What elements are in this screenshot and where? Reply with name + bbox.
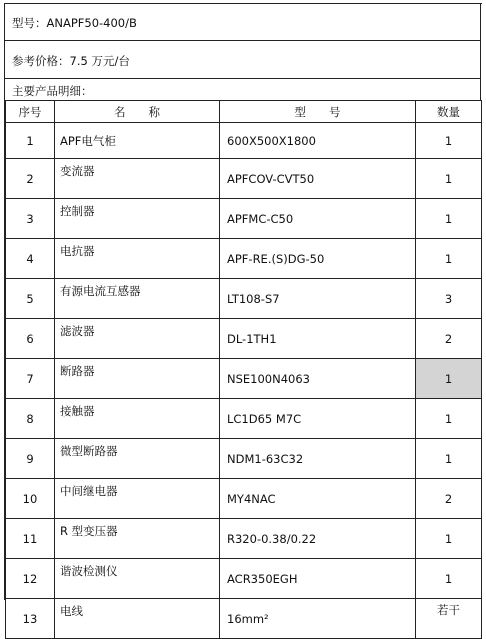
details-row (5, 79, 481, 101)
table-header-row (6, 101, 482, 123)
row-name: 控制器 (55, 199, 220, 239)
table-row (6, 359, 482, 399)
row-index: 2 (6, 159, 55, 199)
row-name: 滤波器 (55, 319, 220, 359)
row-model: NDM1-63C32 (220, 439, 416, 479)
row-model: MY4NAC (220, 479, 416, 519)
row-name: 接触器 (55, 399, 220, 439)
table-row (6, 199, 482, 239)
row-model: LT108-S7 (220, 279, 416, 319)
row-name: 中间继电器 (55, 479, 220, 519)
header-quantity: 数量 (416, 101, 482, 123)
row-index: 1 (6, 123, 55, 159)
price-row (5, 41, 481, 79)
table-row (6, 559, 482, 599)
row-index: 4 (6, 239, 55, 279)
row-model: 600X500X1800 (220, 123, 416, 159)
price-text: 参考价格：7.5 万元/台 (12, 54, 130, 68)
row-quantity: 1 (416, 519, 482, 559)
model-row (5, 4, 481, 41)
table-row (6, 479, 482, 519)
header-index: 序号 (6, 101, 55, 123)
table-row (6, 599, 482, 639)
row-index: 8 (6, 399, 55, 439)
row-quantity: 3 (416, 279, 482, 319)
row-quantity: 1 (416, 123, 482, 159)
row-model: APFCOV-CVT50 (220, 159, 416, 199)
row-index: 12 (6, 559, 55, 599)
row-model: APF-RE.(S)DG-50 (220, 239, 416, 279)
row-model: ACR350EGH (220, 559, 416, 599)
row-index: 11 (6, 519, 55, 559)
row-name: 电抗器 (55, 239, 220, 279)
row-model: LC1D65 M7C (220, 399, 416, 439)
row-name: 有源电流互感器 (55, 279, 220, 319)
row-model: DL-1TH1 (220, 319, 416, 359)
row-name: 微型断路器 (55, 439, 220, 479)
row-quantity: 1 (416, 439, 482, 479)
row-quantity: 若干 (416, 599, 482, 639)
row-quantity: 1 (416, 199, 482, 239)
row-index: 6 (6, 319, 55, 359)
table-row (6, 279, 482, 319)
row-model: R320-0.38/0.22 (220, 519, 416, 559)
table-row (6, 159, 482, 199)
row-model: NSE100N4063 (220, 359, 416, 399)
row-quantity: 1 (416, 159, 482, 199)
header-model: 型 号 (220, 101, 416, 123)
product-sheet (4, 3, 482, 626)
table-row (6, 399, 482, 439)
row-quantity: 1 (416, 559, 482, 599)
table-row (6, 123, 482, 159)
row-name: 断路器 (55, 359, 220, 399)
row-index: 13 (6, 599, 55, 639)
row-quantity: 1 (416, 239, 482, 279)
row-index: 7 (6, 359, 55, 399)
table-row (6, 239, 482, 279)
table-row (6, 319, 482, 359)
row-name: 电线 (55, 599, 220, 639)
row-quantity-selected[interactable]: 1 (416, 359, 482, 399)
row-name: 变流器 (55, 159, 220, 199)
row-quantity: 2 (416, 479, 482, 519)
table-row (6, 439, 482, 479)
row-name: APF电气柜 (55, 123, 220, 159)
row-name: 谐波检测仪 (55, 559, 220, 599)
model-text: 型号：ANAPF50-400/B (12, 16, 137, 30)
row-model: APFMC-C50 (220, 199, 416, 239)
header-name: 名 称 (55, 101, 220, 123)
row-model: 16mm² (220, 599, 416, 639)
details-heading: 主要产品明细： (12, 84, 93, 98)
row-index: 9 (6, 439, 55, 479)
row-index: 10 (6, 479, 55, 519)
row-name: R 型变压器 (55, 519, 220, 559)
product-table (5, 100, 482, 639)
row-index: 5 (6, 279, 55, 319)
table-row (6, 519, 482, 559)
row-quantity: 2 (416, 319, 482, 359)
row-quantity: 1 (416, 399, 482, 439)
row-index: 3 (6, 199, 55, 239)
